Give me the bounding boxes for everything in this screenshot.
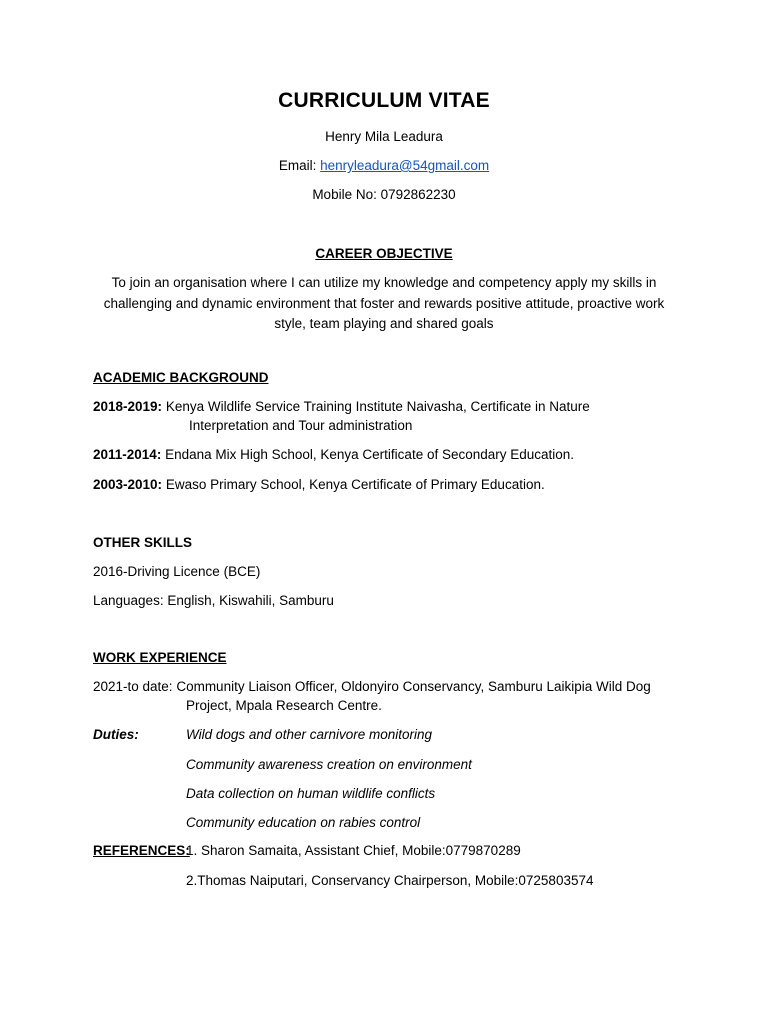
other-skills-heading: OTHER SKILLS xyxy=(93,535,193,550)
duty-item: Community awareness creation on environment xyxy=(186,757,472,772)
mobile-line: Mobile No: 0792862230 xyxy=(312,187,456,202)
duty-item: Wild dogs and other carnivore monitoring xyxy=(186,727,433,742)
references-heading: REFERENCES: xyxy=(93,843,190,858)
work-experience-heading: WORK EXPERIENCE xyxy=(93,650,227,665)
work-entry-cont: Project, Mpala Research Centre. xyxy=(186,698,382,713)
academic-heading: ACADEMIC BACKGROUND xyxy=(93,370,269,385)
skill-item: 2016-Driving Licence (BCE) xyxy=(93,564,261,579)
duty-item: Data collection on human wildlife conflicts xyxy=(186,786,436,801)
academic-entry-text: Ewaso Primary School, Kenya Certificate of Primary Education. xyxy=(162,477,545,492)
reference-item: 2.Thomas Naiputari, Conservancy Chairperson, Mobile:0725803574 xyxy=(186,873,594,888)
academic-entry-text: Kenya Wildlife Service Training Institute Naivasha, Certificate in Nature xyxy=(162,399,590,414)
reference-item: 1. Sharon Samaita, Assistant Chief, Mobile:0779870289 xyxy=(186,843,521,858)
academic-entry-years: 2011-2014: xyxy=(93,447,162,462)
academic-entry-years: 2018-2019: xyxy=(93,399,163,414)
academic-entry-1-cont: Interpretation and Tour administration xyxy=(189,418,413,433)
skill-item: Languages: English, Kiswahili, Samburu xyxy=(93,593,334,608)
career-objective-text: To join an organisation where I can utilize my knowledge and competency apply my skills in challenging and dynamic environment that foster and rewards positive attitude, proactive work style, team playing and shared goals xyxy=(103,275,665,331)
duty-item: Community education on rabies control xyxy=(186,815,421,830)
academic-entry-years: 2003-2010: xyxy=(93,477,163,492)
email-link[interactable]: henryleadura@54gmail.com xyxy=(320,158,490,173)
duties-label: Duties: xyxy=(93,727,139,742)
academic-entry-3 xyxy=(93,477,545,492)
applicant-name: Henry Mila Leadura xyxy=(325,129,443,144)
email-line xyxy=(0,158,768,173)
career-objective-heading: CAREER OBJECTIVE xyxy=(315,246,453,261)
academic-entry-1 xyxy=(93,399,590,414)
work-entry: 2021-to date: Community Liaison Officer, Oldonyiro Conservancy, Samburu Laikipia Wild Dog xyxy=(93,679,651,694)
academic-entry-2 xyxy=(93,447,574,462)
document-title: CURRICULUM VITAE xyxy=(278,89,490,112)
academic-entry-text: Endana Mix High School, Kenya Certificate of Secondary Education. xyxy=(161,447,575,462)
email-label: Email: xyxy=(278,158,321,173)
